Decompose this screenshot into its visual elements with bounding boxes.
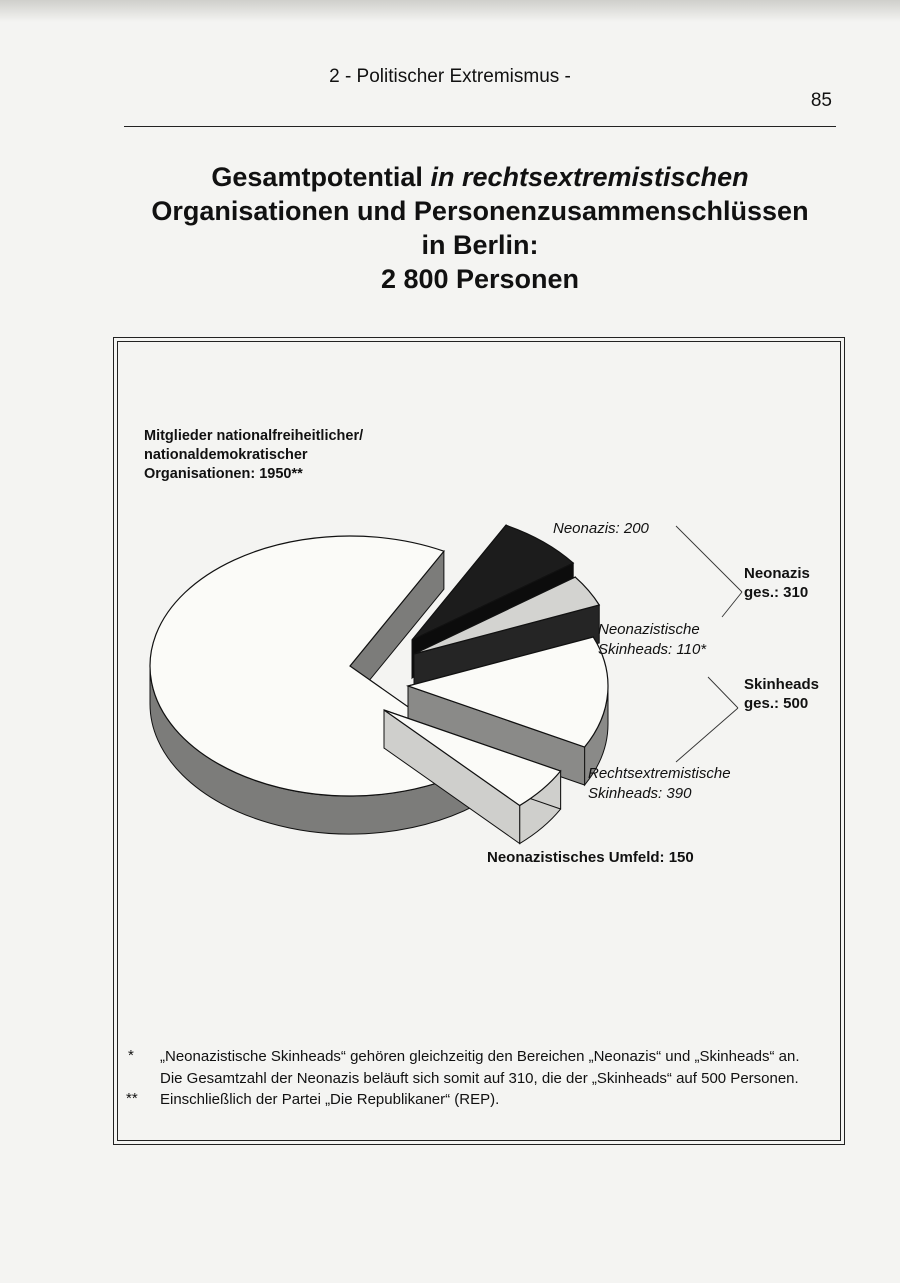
label-mitglieder-0: Mitglieder nationalfreiheitlicher/ [144, 428, 364, 444]
footnote-mark-2: ** [126, 1090, 138, 1107]
label-rechtsextremistische-skinheads-1: Skinheads: 390 [588, 785, 692, 802]
label-neonazistische-skinheads-1: Skinheads: 110* [598, 641, 707, 658]
title-line-1-italic: in rechtsextremistischen [430, 162, 749, 192]
title-line-2: Organisationen und Personenzusammenschlüssen [151, 196, 809, 226]
label-mitglieder-1: nationaldemokratischer [144, 447, 308, 463]
label-rechtsextremistische-skinheads-0: Rechtsextremistische [588, 765, 731, 782]
leader-skinheads-b [676, 708, 738, 762]
label-group-neonazis-1: ges.: 310 [744, 584, 809, 601]
label-group-skinheads-1: ges.: 500 [744, 695, 809, 712]
label-umfeld: Neonazistisches Umfeld: 150 [487, 849, 694, 866]
label-neonazistische-skinheads-0: Neonazistische [598, 621, 700, 638]
title-line-3: in Berlin: [421, 230, 539, 260]
label-neonazis: Neonazis: 200 [553, 520, 649, 537]
label-group-neonazis-0: Neonazis [744, 565, 810, 582]
title-line-4: 2 800 Personen [380, 264, 580, 294]
leader-skinheads-a [708, 677, 738, 708]
page-number: 85 [810, 90, 832, 111]
pie-layer [150, 525, 608, 843]
footnote-line-3: Einschließlich der Partei „Die Republikaner“ (REP). [160, 1091, 500, 1108]
label-mitglieder-2: Organisationen: 1950** [144, 466, 303, 482]
footnote-mark-1: * [128, 1047, 134, 1064]
running-head: 2 - Politischer Extremismus - [329, 66, 571, 87]
leader-neonazis-a [676, 526, 742, 592]
footnote-line-2: Die Gesamtzahl der Neonazis beläuft sich somit auf 310, die der „Skinheads“ auf 500 Personen. [160, 1070, 799, 1087]
label-group-skinheads-0: Skinheads [744, 676, 820, 693]
title-line-1-normal: Gesamtpotential [211, 162, 423, 192]
footnote-line-1: „Neonazistische Skinheads“ gehören gleichzeitig den Bereichen „Neonazis“ und „Skinheads“ an. [160, 1048, 800, 1065]
leader-neonazis-b [722, 592, 742, 617]
